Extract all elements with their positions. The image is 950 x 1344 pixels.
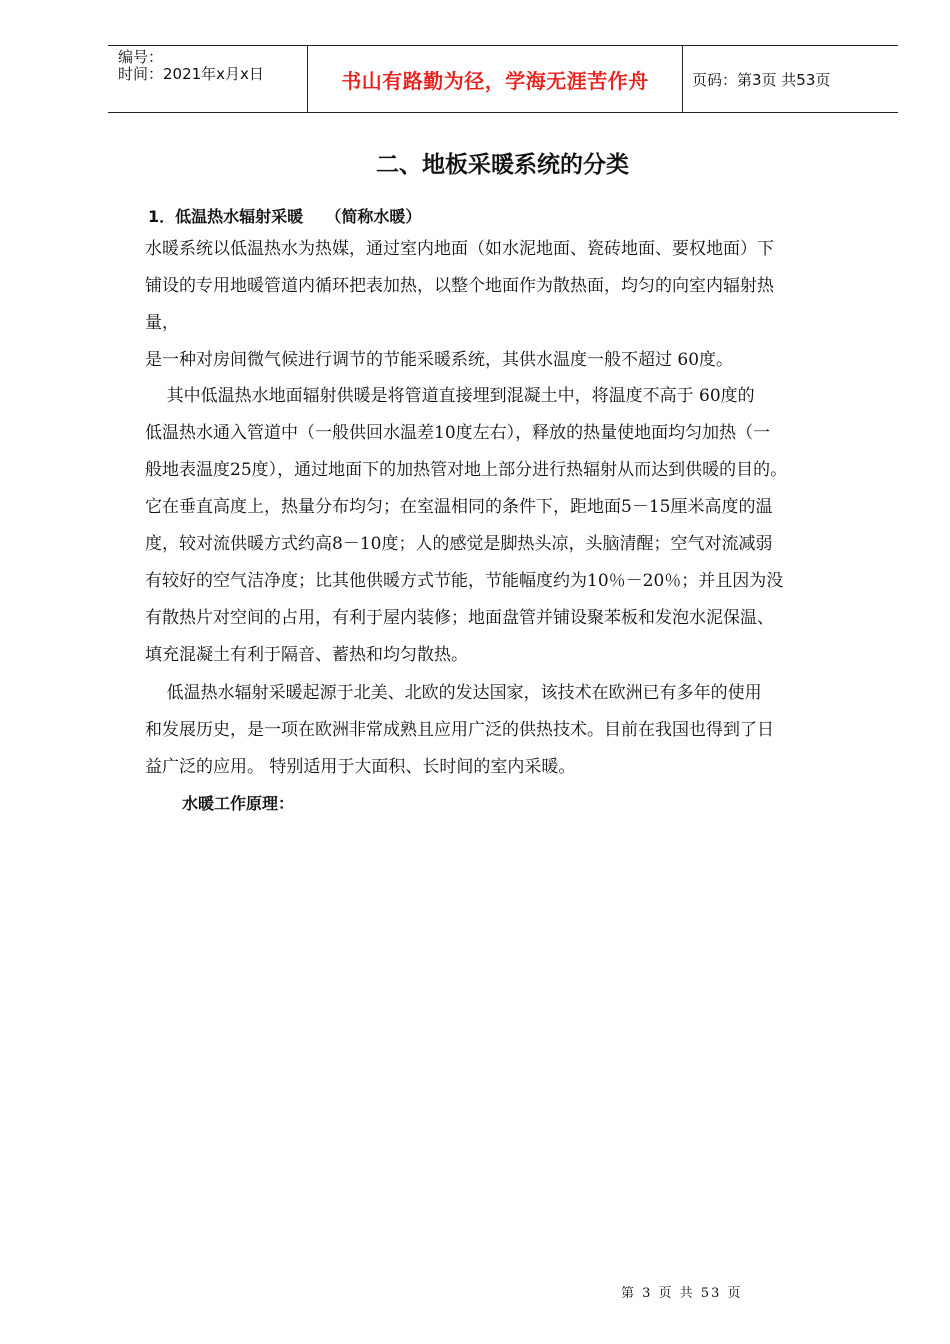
header-page-cell <box>683 46 898 112</box>
document-header <box>108 45 898 113</box>
header-meta-cell <box>108 46 308 112</box>
section-heading: 1．低温热水辐射采暖 （简称水暖） <box>148 207 422 226</box>
header-motto-cell <box>308 46 683 112</box>
text-line: 它在垂直高度上，热量分布均匀；在室温相同的条件下，距地面5－15厘米高度的温 <box>145 497 773 517</box>
paragraph-2 <box>145 378 870 674</box>
text-line: 量， <box>145 313 179 333</box>
paragraph-3 <box>145 675 870 786</box>
text-line: 益广泛的应用。 特别适用于大面积、长时间的室内采暖。 <box>145 757 576 777</box>
text-line: 低温热水辐射采暖起源于北美、北欧的发达国家，该技术在欧洲已有多年的使用 <box>145 683 762 703</box>
text-line: 水暖系统以低温热水为热媒，通过室内地面（如水泥地面、瓷砖地面、要权地面）下 <box>145 239 774 259</box>
text-line: 是一种对房间微气候进行调节的节能采暖系统，其供水温度一般不超过 60度。 <box>145 350 734 370</box>
text-line: 铺设的专用地暖管道内循环把表加热，以整个地面作为散热面，均匀的向室内辐射热 <box>145 276 774 296</box>
page-info: 页码：第3页 共53页 <box>692 70 831 89</box>
page-footer: 第 3 页 共 53 页 <box>621 1286 743 1301</box>
page-title: 二、地板采暖系统的分类 <box>376 152 629 178</box>
paragraph-1 <box>145 231 870 379</box>
text-line: 般地表温度25度），通过地面下的加热管对地上部分进行热辐射从而达到供暖的目的。 <box>145 460 788 480</box>
motto-text: 书山有路勤为径，学海无涯苦作舟 <box>341 68 649 93</box>
text-line: 度，较对流供暖方式约高8－10度；人的感觉是脚热头凉，头脑清醒；空气对流减弱 <box>145 534 773 554</box>
time-label: 时间：2021年x月x日 <box>118 65 264 83</box>
text-line: 填充混凝土有利于隔音、蓄热和均匀散热。 <box>145 645 468 665</box>
text-line: 有散热片对空间的占用，有利于屋内装修；地面盘管并铺设聚苯板和发泡水泥保温、 <box>145 608 774 628</box>
text-line: 低温热水通入管道中（一般供回水温差10度左右），释放的热量使地面均匀加热（一 <box>145 423 771 443</box>
text-line: 有较好的空气洁净度；比其他供暖方式节能，节能幅度约为10％－20％；并且因为没 <box>145 571 784 591</box>
subheading-working-principle: 水暖工作原理： <box>182 794 295 813</box>
text-line: 其中低温热水地面辐射供暖是将管道直接埋到混凝土中，将温度不高于 60度的 <box>145 386 755 406</box>
number-label: 编号： <box>118 48 164 66</box>
text-line: 和发展历史，是一项在欧洲非常成熟且应用广泛的供热技术。目前在我国也得到了日 <box>145 720 774 740</box>
